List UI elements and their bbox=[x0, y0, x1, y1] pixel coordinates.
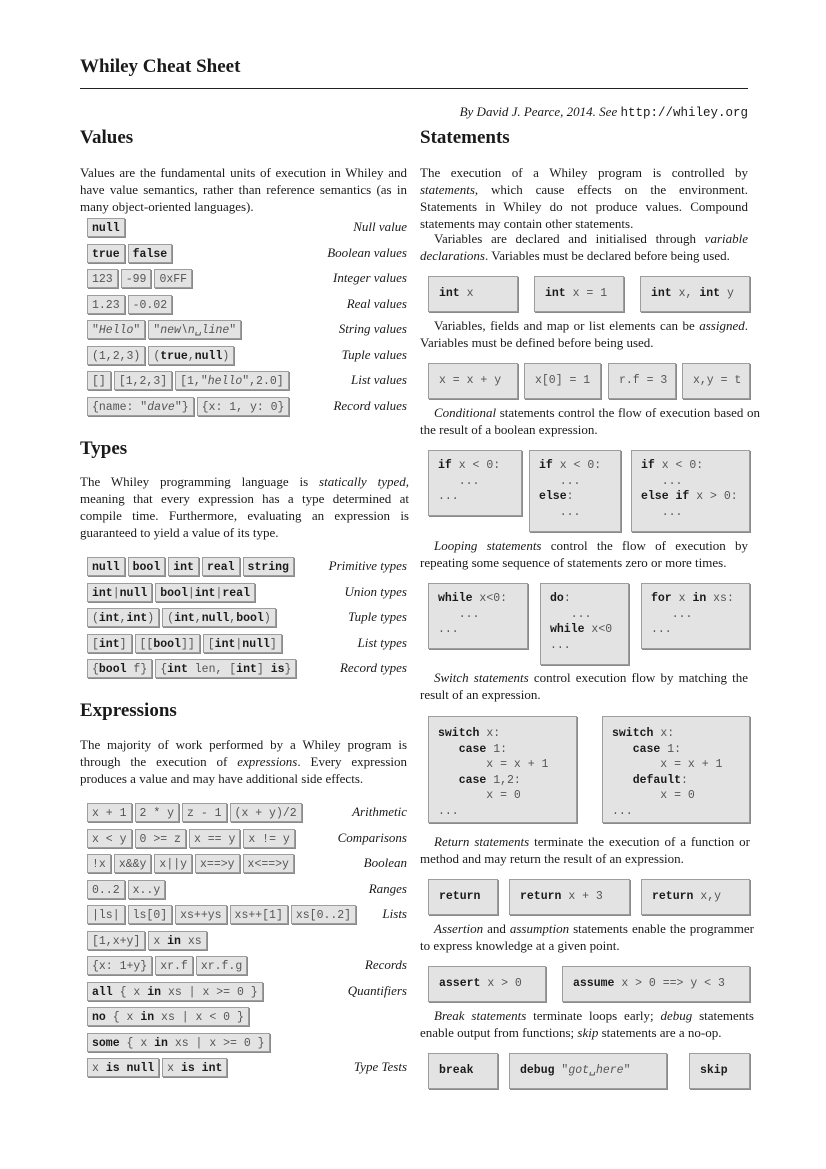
expression-chip: [1,x+y] bbox=[87, 931, 145, 950]
expression-chip: ls[0] bbox=[128, 905, 173, 924]
expression-chip: {x: 1+y} bbox=[87, 956, 152, 975]
assign-box bbox=[524, 363, 601, 399]
statements-p9-mid1: terminate loops early; bbox=[526, 1008, 661, 1023]
declarations-text bbox=[420, 230, 748, 264]
type-label: Union types bbox=[344, 583, 407, 599]
expression-chip: x&&y bbox=[114, 854, 152, 873]
statements-p9-mid2: statements enable output from functions; bbox=[420, 1008, 754, 1040]
type-chip: string bbox=[243, 557, 294, 576]
debug-box bbox=[509, 1053, 667, 1089]
type-row bbox=[87, 634, 407, 656]
value-chip: null bbox=[87, 218, 125, 237]
assume-code: assume x > 0 ==> y < 3 bbox=[573, 977, 725, 990]
expression-row bbox=[87, 905, 407, 927]
while-box bbox=[428, 583, 528, 649]
expression-chip: x..y bbox=[128, 880, 166, 899]
for-code: for x in xs: ... ... bbox=[651, 592, 734, 636]
expression-chip: 0..2 bbox=[87, 880, 125, 899]
values-heading: Values bbox=[80, 127, 134, 148]
return-box bbox=[428, 879, 498, 915]
break-box bbox=[428, 1053, 498, 1089]
expression-row bbox=[87, 803, 407, 825]
decl-code: int x bbox=[439, 287, 474, 300]
statements-p8-em1: Assertion bbox=[434, 921, 484, 936]
value-chip: (1,2,3) bbox=[87, 346, 145, 365]
types-intro bbox=[80, 473, 409, 541]
value-row bbox=[87, 397, 407, 419]
expression-label: Quantifiers bbox=[347, 982, 407, 998]
return-code: return bbox=[439, 890, 481, 903]
type-chip: [int] bbox=[87, 634, 132, 653]
statements-p9-em2: debug bbox=[660, 1008, 693, 1023]
value-label: String values bbox=[338, 321, 407, 336]
assume-box bbox=[562, 966, 750, 1002]
assert-code: assert x > 0 bbox=[439, 977, 522, 990]
if-else-code: if x < 0: ... else: ... bbox=[539, 459, 602, 519]
expression-chip: (x + y)/2 bbox=[230, 803, 302, 822]
type-chip: real bbox=[202, 557, 240, 576]
return-text bbox=[420, 833, 750, 867]
value-chip: [1,2,3] bbox=[114, 371, 172, 390]
expression-chip: x in xs bbox=[148, 931, 206, 950]
expression-label: Records bbox=[364, 957, 407, 972]
expression-chip: 2 * y bbox=[135, 803, 180, 822]
statements-p2-a: Variables are declared and initialised through bbox=[434, 231, 705, 246]
type-chip: (int,null,bool) bbox=[162, 608, 276, 627]
statements-heading: Statements bbox=[420, 127, 510, 148]
statements-p6-b: control execution flow by matching the result of an expression. bbox=[420, 670, 749, 702]
expression-label: Boolean bbox=[363, 855, 407, 870]
value-row bbox=[87, 295, 407, 317]
expression-chip: all { x in xs | x >= 0 } bbox=[87, 982, 263, 1001]
value-label: Record values bbox=[333, 397, 407, 413]
looping-text bbox=[420, 537, 748, 571]
value-row bbox=[87, 218, 407, 240]
expression-chip: x is null bbox=[87, 1058, 159, 1077]
statements-p5-em: Looping statements bbox=[434, 538, 542, 553]
byline bbox=[420, 104, 748, 120]
assignment-text bbox=[420, 317, 748, 351]
type-chip: (int,int) bbox=[87, 608, 159, 627]
statements-p1-a: The execution of a Whiley program is controlled by bbox=[420, 165, 748, 180]
expression-row bbox=[87, 829, 407, 851]
expression-chip: x < y bbox=[87, 829, 132, 848]
type-chip: [int|null] bbox=[203, 634, 282, 653]
value-chip: -99 bbox=[121, 269, 152, 288]
conditional-text bbox=[420, 404, 760, 438]
value-chip: 0xFF bbox=[154, 269, 192, 288]
type-label: Primitive types bbox=[328, 558, 407, 573]
type-label: Tuple types bbox=[348, 609, 407, 624]
debug-code: debug "got␣here" bbox=[520, 1064, 631, 1077]
statements-p2-b: . Variables must be declared before being used. bbox=[485, 248, 730, 263]
if-elseif-code: if x < 0: ... else if x > 0: ... bbox=[641, 459, 738, 519]
expression-chip: x != y bbox=[243, 829, 294, 848]
value-row bbox=[87, 244, 407, 266]
value-chip: (true,null) bbox=[148, 346, 234, 365]
assign-code: r.f = 3 bbox=[619, 374, 668, 387]
expression-chip: x == y bbox=[189, 829, 240, 848]
expression-chip: x||y bbox=[154, 854, 192, 873]
switch-box bbox=[428, 716, 577, 823]
types-intro-em: statically typed bbox=[319, 474, 406, 489]
statements-p2-em: variable declarations bbox=[420, 231, 748, 263]
return-box bbox=[509, 879, 630, 915]
expression-chip: xr.f bbox=[155, 956, 193, 975]
decl-box bbox=[428, 276, 518, 312]
expression-row bbox=[87, 956, 407, 978]
value-label: Real values bbox=[346, 295, 407, 311]
do-while-code: do: ... while x<0 ... bbox=[550, 592, 613, 652]
assign-code: x,y = t bbox=[693, 374, 742, 387]
assign-box bbox=[682, 363, 750, 399]
type-chip: int|null bbox=[87, 583, 152, 602]
switch-code: switch x: case 1: x = x + 1 case 1,2: x = 0 ... bbox=[438, 727, 549, 818]
assign-code: x[0] = 1 bbox=[535, 374, 591, 387]
decl-code: int x = 1 bbox=[545, 287, 608, 300]
statements-p7-em: Return statements bbox=[434, 834, 530, 849]
value-chip: -0.02 bbox=[128, 295, 173, 314]
return-box bbox=[641, 879, 750, 915]
statements-p1-em: statements bbox=[420, 182, 475, 197]
statements-p4-b: statements control the flow of execution based on the result of a boolean expression. bbox=[420, 405, 760, 437]
value-chip: "new\n␣line" bbox=[148, 320, 241, 339]
expressions-heading: Expressions bbox=[80, 700, 177, 721]
value-label: Integer values bbox=[332, 270, 407, 285]
expression-chip: xs[0..2] bbox=[291, 905, 356, 924]
type-row bbox=[87, 557, 407, 579]
type-label: Record types bbox=[339, 660, 407, 675]
expression-chip: x + 1 bbox=[87, 803, 132, 822]
value-label: Boolean values bbox=[327, 244, 407, 260]
return-code: return x + 3 bbox=[520, 890, 603, 903]
assert-box bbox=[428, 966, 546, 1002]
statements-p9-b: statements are a no-op. bbox=[598, 1025, 722, 1040]
break-code: break bbox=[439, 1064, 474, 1077]
statements-p1-b: , which cause effects on the environment. Statements in Whiley do not produce values. Compound statements may contain other statements. bbox=[420, 182, 748, 231]
if-code: if x < 0: ... ... bbox=[438, 459, 501, 503]
statements-p7-b: terminate the execution of a function or method and may return the result of an expression. bbox=[420, 834, 750, 866]
types-intro-a: The Whiley programming language is bbox=[80, 474, 320, 489]
statements-p6-em: Switch statements bbox=[434, 670, 529, 685]
if-box bbox=[428, 450, 522, 516]
switch-default-box bbox=[602, 716, 750, 823]
value-label: Tuple values bbox=[341, 346, 407, 362]
for-box bbox=[641, 583, 750, 649]
value-chip: [1,"hello",2.0] bbox=[175, 371, 289, 390]
value-label: List values bbox=[351, 372, 407, 387]
while-code: while x<0: ... ... bbox=[438, 592, 508, 636]
type-label: List types bbox=[357, 634, 407, 650]
value-row bbox=[87, 320, 407, 342]
type-row bbox=[87, 583, 407, 605]
expression-chip: z - 1 bbox=[182, 803, 227, 822]
type-chip: bool bbox=[128, 557, 166, 576]
expression-chip: xs++ys bbox=[175, 905, 226, 924]
type-chip: int bbox=[168, 557, 199, 576]
statements-p3-em: assigned bbox=[699, 318, 745, 333]
expression-row bbox=[87, 880, 407, 902]
if-elseif-box bbox=[631, 450, 750, 532]
expression-label: Arithmetic bbox=[352, 804, 407, 819]
value-row bbox=[87, 371, 407, 393]
assign-code: x = x + y bbox=[439, 374, 502, 387]
values-intro: Values are the fundamental units of execution in Whiley and have value semantics, rather than reference semantics (as in many object-oriented languages). bbox=[80, 165, 407, 214]
value-chip: "Hello" bbox=[87, 320, 145, 339]
assertion-text bbox=[420, 920, 754, 954]
expression-row bbox=[87, 1058, 407, 1080]
expression-label: Ranges bbox=[368, 880, 407, 896]
switch-text bbox=[420, 669, 748, 703]
expressions-intro-em: expressions bbox=[237, 754, 298, 769]
type-chip: bool|int|real bbox=[155, 583, 255, 602]
types-intro-b: , meaning that every expression has a type determined at compile time. Furthermore, evaluating an expression is guaranteed to yield a value of its type. bbox=[80, 474, 409, 540]
statements-p3-b: . Variables must be defined before being used. bbox=[420, 318, 748, 350]
value-chip: 123 bbox=[87, 269, 118, 288]
type-row bbox=[87, 659, 407, 681]
value-chip: true bbox=[87, 244, 125, 263]
skip-box bbox=[689, 1053, 750, 1089]
type-chip: {int len, [int] is} bbox=[155, 659, 296, 678]
switch-default-code: switch x: case 1: x = x + 1 default: x = 0 ... bbox=[612, 727, 723, 818]
expression-label: Lists bbox=[382, 906, 407, 921]
value-chip: false bbox=[128, 244, 173, 263]
expression-chip: !x bbox=[87, 854, 111, 873]
statements-p9-em3: skip bbox=[577, 1025, 599, 1040]
statements-intro bbox=[420, 164, 748, 232]
title-rule bbox=[80, 88, 748, 89]
assign-box bbox=[428, 363, 518, 399]
value-row bbox=[87, 346, 407, 368]
value-chip: {name: "dave"} bbox=[87, 397, 194, 416]
return-code: return x,y bbox=[652, 890, 722, 903]
expression-chip: x==>y bbox=[195, 854, 240, 873]
expression-chip: x is int bbox=[162, 1058, 227, 1077]
type-chip: [[bool]] bbox=[135, 634, 200, 653]
statements-p8-b: statements enable the programmer to express knowledge at a given point. bbox=[420, 921, 754, 953]
expression-row bbox=[87, 1007, 407, 1029]
value-chip: 1.23 bbox=[87, 295, 125, 314]
page-title: Whiley Cheat Sheet bbox=[80, 56, 241, 77]
expressions-intro bbox=[80, 736, 407, 787]
expression-chip: no { x in xs | x < 0 } bbox=[87, 1007, 249, 1026]
statements-p5-b: control the flow of execution by repeating some sequence of statements zero or more times. bbox=[420, 538, 748, 570]
value-label: Null value bbox=[353, 219, 407, 234]
do-while-box bbox=[540, 583, 629, 665]
expression-chip: xs++[1] bbox=[230, 905, 288, 924]
value-chip: [] bbox=[87, 371, 111, 390]
statements-p3-a: Variables, fields and map or list elements can be bbox=[434, 318, 700, 333]
expressions-intro-a: The majority of work performed by a Whiley program is through the execution of bbox=[80, 737, 407, 769]
expression-chip: some { x in xs | x >= 0 } bbox=[87, 1033, 270, 1052]
expression-chip: x<==>y bbox=[243, 854, 294, 873]
value-chip: {x: 1, y: 0} bbox=[197, 397, 290, 416]
break-debug-skip-text bbox=[420, 1007, 754, 1041]
expression-row bbox=[87, 982, 407, 1004]
type-row bbox=[87, 608, 407, 630]
statements-p8-em2: assumption bbox=[509, 921, 570, 936]
types-heading: Types bbox=[80, 438, 128, 459]
skip-code: skip bbox=[700, 1064, 728, 1077]
expression-label: Comparisons bbox=[337, 829, 407, 845]
statements-p4-em: Conditional bbox=[434, 405, 497, 420]
expression-chip: |ls| bbox=[87, 905, 125, 924]
byline-text: By David J. Pearce, 2014. See bbox=[459, 104, 618, 119]
decl-code: int x, int y bbox=[651, 287, 734, 300]
decl-box bbox=[534, 276, 624, 312]
type-chip: {bool f} bbox=[87, 659, 152, 678]
if-else-box bbox=[529, 450, 621, 532]
decl-box bbox=[640, 276, 750, 312]
value-row bbox=[87, 269, 407, 291]
expression-label: Type Tests bbox=[353, 1059, 407, 1074]
expression-chip: xr.f.g bbox=[196, 956, 247, 975]
expression-row bbox=[87, 1033, 407, 1055]
expression-row bbox=[87, 854, 407, 876]
statements-p9-em1: Break statements bbox=[434, 1008, 527, 1023]
expression-row bbox=[87, 931, 407, 953]
byline-url[interactable]: http://whiley.org bbox=[620, 106, 748, 120]
statements-p8-mid: and bbox=[483, 921, 510, 936]
assign-box bbox=[608, 363, 676, 399]
expressions-intro-b: . Every expression produces a value and may have additional side effects. bbox=[80, 754, 408, 786]
expression-chip: 0 >= z bbox=[135, 829, 186, 848]
type-chip: null bbox=[87, 557, 125, 576]
